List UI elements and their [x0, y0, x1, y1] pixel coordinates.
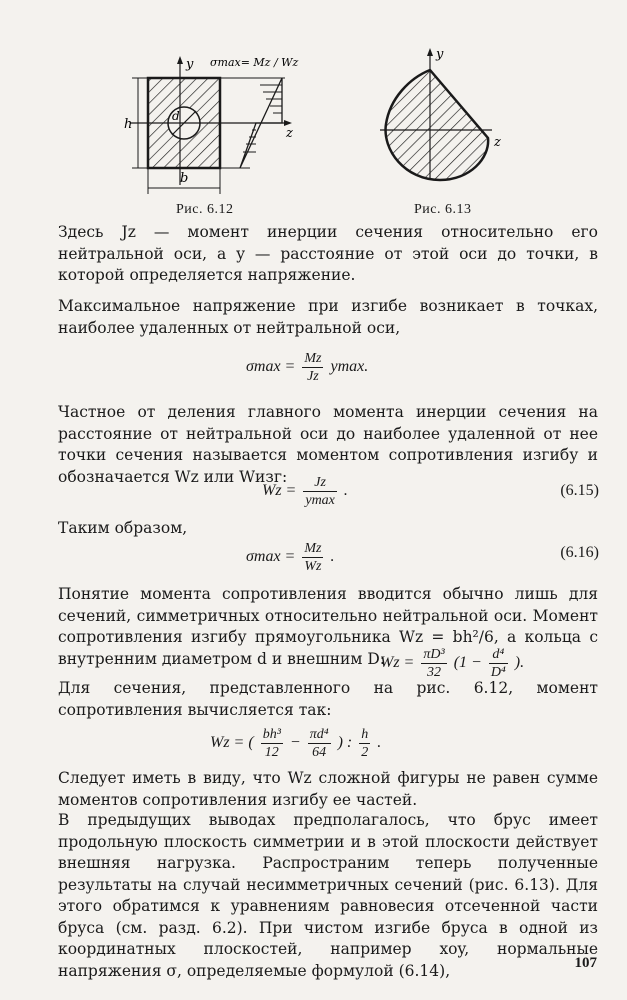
paragraph-1: Здесь Jz — момент инерции сечения относительно его нейтральной оси, а y — расстояние от этой оси до точки, в которой определяется напряжение. — [58, 223, 598, 284]
fig613-z-label: z — [494, 135, 501, 150]
fig613-y-label: y — [436, 47, 444, 62]
paragraph-6: Для сечения, представленного на рис. 6.12, момент сопротивления вычисляется так: — [58, 679, 598, 719]
caption-fig-6-13: Рис. 6.13 — [414, 202, 472, 217]
figure-6-12 — [110, 40, 310, 200]
fig612-d-label: d — [172, 109, 180, 123]
paragraph-8: В предыдущих выводах предполагалось, что брус имеет продольную плоскость симметрии и в этой плоскости действует внешняя нагрузка. Распространим теперь полученные результаты на случай несимметричных сечений (рис. 6.13). Для этого обратимся к уравнениям равновесия отсеченной части бруса (см. разд. 6.2). При чистом изгибе бруса в одной из координатных плоскостей, например xoy, нормальные напряжения σ, определяемые формулой (6.14), — [58, 811, 598, 980]
page-number: 107 — [574, 955, 597, 971]
paragraph-7: Следует иметь в виду, что Wz сложной фигуры не равен сумме моментов сопротивления изгибу ее частей. — [58, 769, 598, 809]
equation-section-612: Wz = ( $\frac{\text{bh³}}{12}$ − $\frac{\text{πd⁴}}{64}$ ) : $\frac{h}{2}$ . — [210, 727, 382, 760]
paragraph-3: Частное от деления главного момента инерции сечения на расстояние от нейтральной оси до наиболее удаленной от нее точки сечения называется моментом сопротивления изгибу и обозначается Wz или Wизг: — [58, 403, 598, 486]
equation-6-15: Wz = $\frac{Jz}{ymax}$ . — [262, 475, 348, 508]
equation-tag-6-16: (6.16) — [560, 544, 599, 561]
paragraph-5: Понятие момента сопротивления вводится обычно лишь для сечений, симметричных относительно нейтральной оси. Момент сопротивления изгибу прямоугольника Wz = bh²/6, а кольца с внутренним диаметром d и внешним D: — [58, 585, 598, 668]
paragraph-4: Таким образом, — [58, 519, 188, 537]
figure-6-13 — [370, 40, 520, 190]
fig612-formula: σmax= Mz / Wz — [210, 56, 299, 69]
fig612-b-label: b — [180, 171, 189, 186]
equation-ring: Wz = $\frac{\text{πD³}}{32}$ (1 − $\frac{\text{d⁴}}{\text{D⁴}}$ ). — [380, 647, 525, 680]
fig612-h-label: h — [124, 117, 133, 132]
equation-6-16: σmax = $\frac{Mz}{Wz}$ . — [246, 541, 335, 574]
fig612-z-label: z — [286, 126, 293, 141]
equation-tag-6-15: (6.15) — [560, 482, 599, 499]
fig612-y-label: y — [186, 57, 194, 72]
equation-sigma-max: σmax = $\frac{Mz}{Jz}$ ymax. — [246, 351, 369, 384]
paragraph-2: Максимальное напряжение при изгибе возникает в точках, наиболее удаленных от нейтральной оси, — [58, 297, 598, 337]
caption-fig-6-12: Рис. 6.12 — [176, 202, 234, 217]
